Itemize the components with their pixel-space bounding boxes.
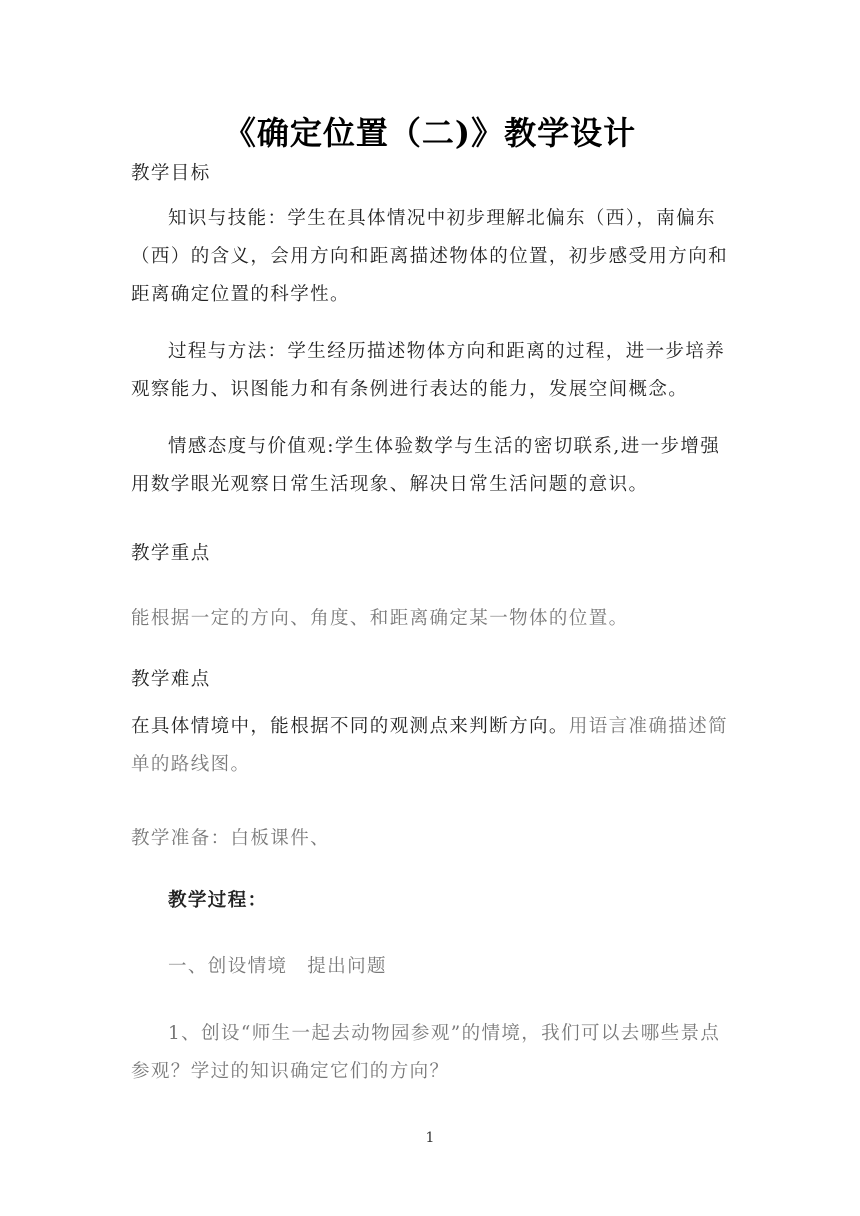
document-title: 《确定位置（二)》教学设计 [223, 114, 637, 152]
difficulty-paragraph [131, 708, 731, 784]
key-point-text: 能根据一定的方向、角度、和距离确定某一物体的位置。 [131, 608, 629, 629]
process-heading: 教学过程： [168, 890, 268, 911]
page-number: 1 [425, 1130, 435, 1146]
difficulty-extra-text: 用语言准确描述简单的路线图。 [131, 716, 729, 775]
goal-emotion-paragraph: 情感态度与价值观:学生体验数学与生活的密切联系,进一步增强用数学眼光观察日常生活现象、解决日常生活问题的意识。 [131, 436, 721, 495]
preparation-text: 教学准备：白板课件、 [131, 828, 331, 849]
key-point-heading: 教学重点 [131, 543, 211, 564]
goal-heading: 教学目标 [131, 163, 211, 184]
step-one-paragraph: 1、创设“师生一起去动物园参观”的情境，我们可以去哪些景点参观？学过的知识确定它们的方向？ [131, 1023, 721, 1082]
goal-knowledge-paragraph: 知识与技能：学生在具体情况中初步理解北偏东（西），南偏东（西）的含义，会用方向和距离描述物体的位置，初步感受用方向和距离确定位置的科学性。 [131, 208, 729, 305]
difficulty-main-text: 在具体情境中，能根据不同的观测点来判断方向。 [131, 716, 569, 737]
goal-process-paragraph: 过程与方法：学生经历描述物体方向和距离的过程，进一步培养观察能力、识图能力和有条例进行表达的能力，发展空间概念。 [131, 341, 726, 400]
difficulty-heading: 教学难点 [131, 669, 211, 690]
section-one-heading: 一、创设情境 提出问题 [168, 956, 387, 977]
